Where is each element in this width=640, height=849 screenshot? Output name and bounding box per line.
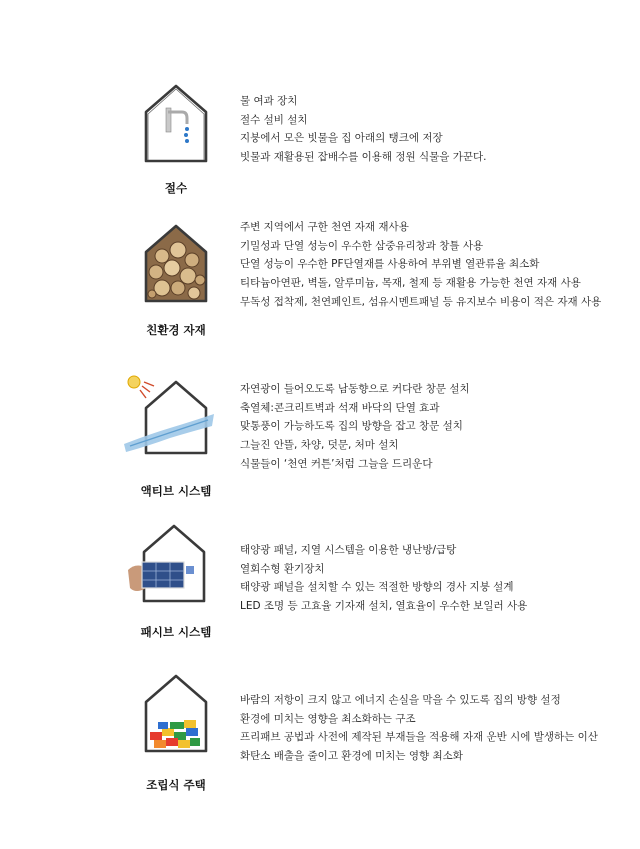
list-item: 빗물과 재활용된 잡배수를 이용해 정원 식물을 가꾼다. [240, 151, 487, 164]
house-logs-icon [140, 222, 212, 304]
list-item: 주변 지역에서 구한 천연 자재 재사용 [240, 221, 409, 233]
list-item: 축열체:콘크리트벽과 석재 바닥의 단열 효과 [240, 401, 440, 414]
section-lines [240, 218, 601, 312]
list-item: 프리패브 공법과 사전에 제작된 부재들을 적용해 자재 운반 시에 발생하는 이산 [240, 731, 598, 744]
list-item: 절수 설비 설치 [240, 113, 308, 126]
list-item: 맞통풍이 가능하도록 집의 방향을 잡고 창문 설치 [240, 420, 463, 433]
list-item: 물 여과 장치 [240, 95, 298, 107]
list-item: 티타늄아연판, 벽돌, 알루미늄, 목재, 철제 등 재활용 가능한 천연 자재 사용 [240, 277, 581, 290]
house-solar-panel-icon [126, 522, 216, 604]
list-item: 식물들이 ‘천연 커튼’처럼 그늘을 드리운다 [240, 457, 433, 470]
section-title: 조립식 주택 [146, 778, 206, 792]
list-item: 바람의 저항이 크지 않고 에너지 손실을 막을 수 있도록 집의 방향 설정 [240, 694, 561, 706]
list-item: 환경에 미치는 영향을 최소화하는 구조 [240, 712, 416, 725]
list-item: 무독성 접착제, 천연페인트, 섬유시멘트패널 등 유지보수 비용이 적은 자재 사용 [240, 295, 602, 308]
section-title: 패시브 시스템 [140, 625, 212, 639]
section-title: 친환경 자재 [146, 323, 206, 337]
list-item: 기밀성과 단열 성능이 우수한 삼중유리창과 창틀 사용 [240, 239, 484, 252]
list-item: 지붕에서 모은 빗물을 집 아래의 탱크에 저장 [240, 132, 443, 145]
house-faucet-icon [140, 82, 212, 164]
section-title: 액티브 시스템 [140, 484, 212, 498]
section-lines [240, 541, 527, 616]
list-item: LED 조명 등 고효율 기자재 설치, 열효율이 우수한 보일러 사용 [240, 600, 528, 613]
list-item: 화탄소 배출을 줄이고 환경에 미치는 영향 최소화 [240, 750, 463, 763]
list-item: 단열 성능이 우수한 PF단열재를 사용하여 부위별 열관류율 최소화 [240, 258, 540, 271]
list-item: 태양광 패널, 지열 시스템을 이용한 냉난방/급탕 [240, 544, 457, 556]
section-lines [240, 380, 470, 474]
section-title: 절수 [164, 181, 188, 195]
list-item: 태양광 패널을 설치할 수 있는 적절한 방향의 경사 지붕 설계 [240, 581, 514, 594]
list-item: 열회수형 환기장치 [240, 562, 325, 575]
list-item: 그늘진 안뜰, 차양, 덧문, 처마 설치 [240, 439, 399, 452]
list-item: 자연광이 들어오도록 남동향으로 커다란 창문 설치 [240, 383, 470, 395]
section-lines [240, 691, 598, 766]
section-lines [240, 92, 487, 167]
house-sun-wind-icon [120, 374, 220, 456]
house-blocks-icon [140, 672, 212, 754]
